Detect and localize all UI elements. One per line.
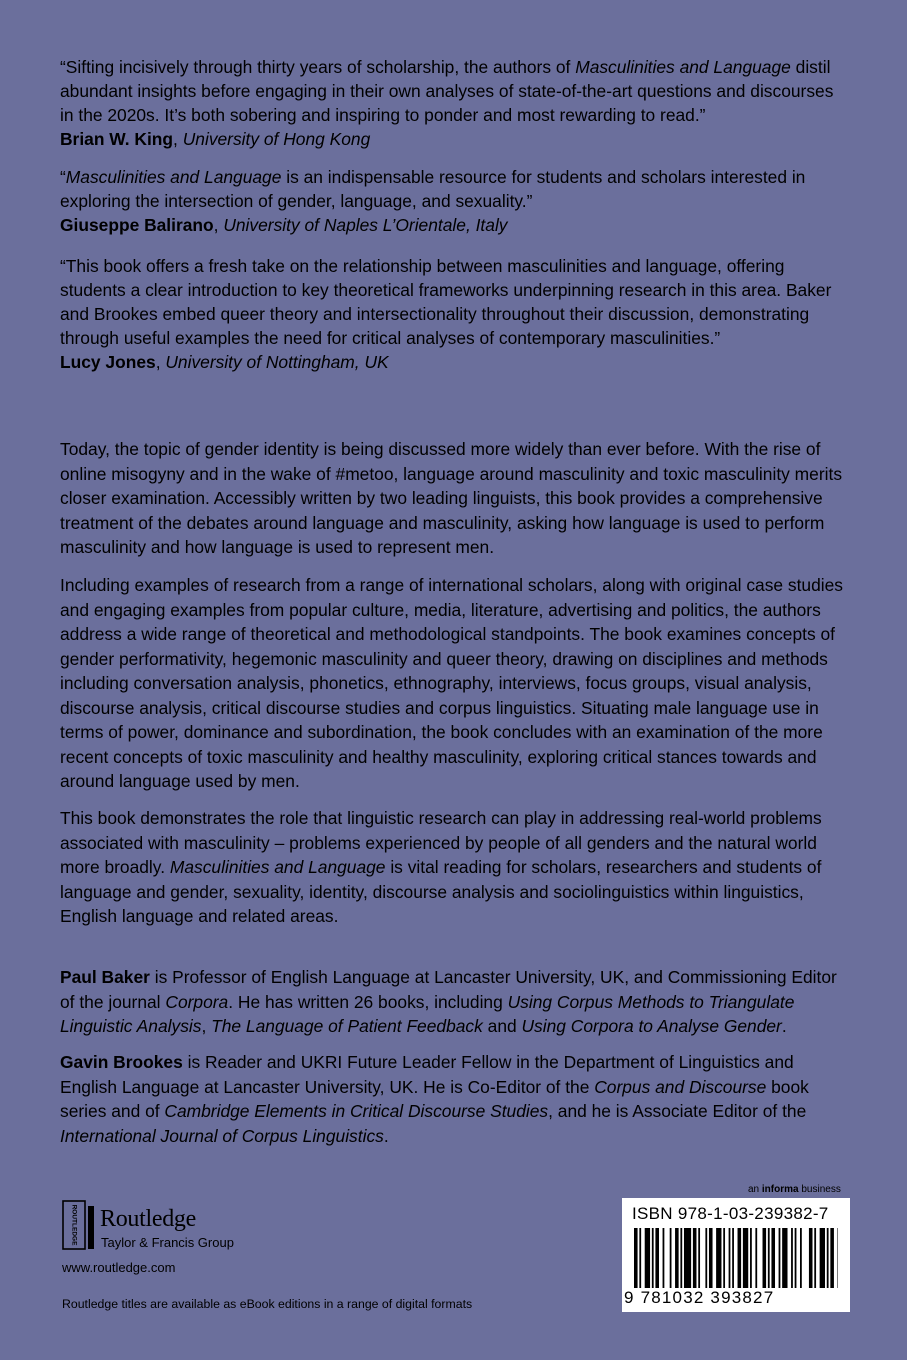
endorsement-2 — [60, 165, 850, 237]
ebook-note: Routledge titles are available as eBook editions in a range of digital formats — [62, 1297, 473, 1311]
endorsement-quote: “This book offers a fresh take on the relationship between masculinities and language, offering students a clear introduction to key theoretical frameworks underpinning research in this area. Baker and Brookes embed queer theory and intersectionality throughout their discussion, demonstrating through useful examples the need for critical analyses of contemporary masculinities.” — [60, 256, 832, 348]
logo-text: ROUTLEDGE — [70, 1204, 78, 1246]
endorser-name: Giuseppe Balirano — [60, 215, 214, 235]
barcode-digits: 9 781032 393827 — [624, 1288, 775, 1307]
informa-tagline: an informa business — [748, 1184, 841, 1195]
author-name: Gavin Brookes — [60, 1052, 183, 1072]
endorsement-attribution: Giuseppe Balirano, University of Naples L’Orientale, Italy — [60, 215, 508, 235]
publisher-name: Routledge — [100, 1206, 196, 1232]
endorser-name: Brian W. King — [60, 129, 174, 149]
endorsement-1 — [60, 55, 850, 151]
endorsement-attribution: Brian W. King, University of Hong Kong — [60, 129, 371, 149]
author-bio-brookes: Gavin Brookes is Reader and UKRI Future Leader Fellow in the Department of Linguistics and English Language at Lancaster University, UK. He is Co-Editor of the Corpus and Discourse book series and of Cambridge Elements in Critical Discourse Studies, and he is Associate Editor of the International Journal of Corpus Linguistics. — [60, 1052, 809, 1146]
endorsement-3 — [60, 254, 850, 374]
endorser-name: Lucy Jones — [60, 352, 156, 372]
isbn-label: ISBN 978-1-03-239382-7 — [632, 1204, 829, 1223]
endorser-affiliation: University of Nottingham, UK — [165, 352, 389, 372]
blurb-paragraph-3: This book demonstrates the role that linguistic research can play in addressing real-world problems associated with masculinity – problems experienced by people of all genders and the natural world more broadly. Masculinities and Language is vital reading for scholars, researchers and students of language and gender, sexuality, identity, discourse analysis and sociolinguistics within linguistics, English language and related areas. — [60, 808, 822, 926]
endorsement-quote: “Sifting incisively through thirty years of scholarship, the authors of Masculinities and Language distil abundant insights before engaging in their own analyses of state-of-the-art questions and discourses in the 2020s. It’s both sobering and inspiring to ponder and most rewarding to read.” — [60, 57, 834, 125]
blurb-paragraph-1: Today, the topic of gender identity is being discussed more widely than ever before. With the rise of online misogyny and in the wake of #metoo, language around masculinity and toxic masculinity merits closer examination. Accessibly written by two leading linguists, this book provides a comprehensive treatment of the debates around language and masculinity, asking how language is used to perform masculinity and how language is used to represent men. — [60, 439, 843, 557]
blurb-paragraph-2: Including examples of research from a range of international scholars, along with original case studies and engaging examples from popular culture, media, literature, advertising and politics, the authors address a wide range of theoretical and methodological standpoints. The book examines concepts of gender performativity, hegemonic masculinity and queer theory, drawing on disciplines and methods including conversation analysis, phonetics, ethnography, interviews, focus groups, visual analysis, discourse analysis, critical discourse studies and corpus linguistics. Situating male language use in terms of power, dominance and subordination, the book concludes with an examination of the more recent concepts of toxic masculinity and healthy masculinity, exploring critical stances towards and around language used by men. — [60, 575, 844, 791]
endorser-affiliation: University of Hong Kong — [182, 129, 371, 149]
endorser-affiliation: University of Naples L’Orientale, Italy — [223, 215, 508, 235]
author-bio-baker: Paul Baker is Professor of English Language at Lancaster University, UK, and Commissioning Editor of the journal Corpora. He has written 26 books, including Using Corpus Methods to Triangulate Linguistic Analysis, The Language of Patient Feedback and Using Corpora to Analyse Gender. — [60, 967, 837, 1036]
endorsement-attribution: Lucy Jones, University of Nottingham, UK — [60, 352, 389, 372]
endorsement-quote: “Masculinities and Language is an indispensable resource for students and scholars interested in exploring the intersection of gender, language, and sexuality.” — [60, 167, 806, 211]
isbn-barcode-box — [622, 1198, 850, 1312]
publisher-group: Taylor & Francis Group — [101, 1235, 234, 1250]
routledge-logo-icon — [62, 1200, 96, 1250]
barcode-icon — [632, 1228, 840, 1290]
author-name: Paul Baker — [60, 967, 150, 987]
publisher-url: www.routledge.com — [62, 1260, 176, 1275]
